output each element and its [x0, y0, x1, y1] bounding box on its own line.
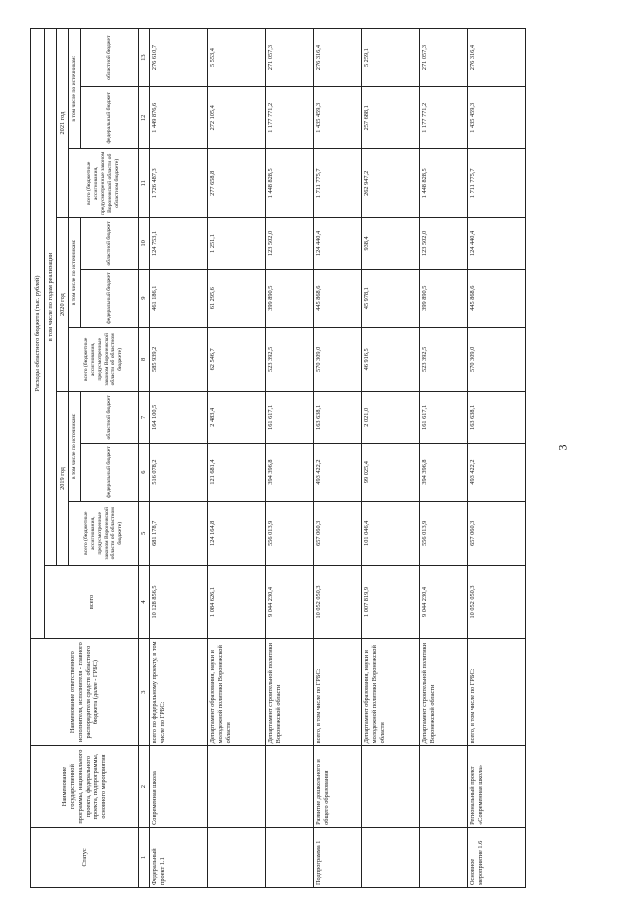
value-cell: 556 013,9 — [266, 501, 314, 565]
value-cell: 124 164,8 — [208, 501, 266, 565]
table-row — [468, 29, 526, 888]
value-cell: 556 013,9 — [420, 501, 468, 565]
value-cell: 276 316,4 — [468, 29, 526, 87]
value-cell: 516 078,2 — [150, 443, 208, 501]
status-cell: Подпрограмма 1 — [314, 827, 362, 887]
value-cell: 276 610,7 — [150, 29, 208, 87]
executor-cell: всего, в том числе по ГРБС: — [468, 638, 526, 745]
value-cell: 5 259,1 — [362, 29, 420, 87]
header-status: Статус — [31, 827, 139, 887]
name-cell — [208, 746, 266, 828]
value-cell: 101 046,4 — [362, 501, 420, 565]
value-cell: 45 978,1 — [362, 269, 420, 327]
header-by-source-2021: в том числе по источникам: — [69, 29, 81, 149]
header-executor: Наименование ответственного исполнителя, исполнителя - главного распорядителя средств областного бюджета (далее - ГРБС) — [31, 638, 139, 745]
name-cell: Современная школа — [150, 746, 208, 828]
value-cell: 271 057,3 — [420, 29, 468, 87]
table-row — [150, 29, 208, 888]
value-cell: 523 392,5 — [266, 327, 314, 391]
header-expenses: Расходы областного бюджета (тыс. рублей) — [31, 29, 45, 639]
value-cell: 493 422,2 — [468, 443, 526, 501]
header-name: Наименование государственной программы, национального проекта, федерального проекта, подпрограммы, основного мероприятия — [31, 746, 139, 828]
executor-cell: всего по федеральному проекту, в том числе по ГРБС: — [150, 638, 208, 745]
header-total-incl-2020: всего (бюджетные ассигнования, предусмотренные законом Воронежской области об областном бюджете) — [69, 327, 139, 391]
value-cell: 163 638,1 — [468, 392, 526, 444]
name-cell — [266, 746, 314, 828]
value-cell: 938,4 — [362, 218, 420, 270]
value-cell: 399 890,5 — [420, 269, 468, 327]
status-cell — [266, 827, 314, 887]
value-cell: 585 939,2 — [150, 327, 208, 391]
col-num: 9 — [139, 269, 150, 327]
value-cell: 1 449 876,6 — [150, 87, 208, 149]
header-by-source-2019: в том числе по источникам: — [69, 392, 81, 502]
value-cell: 271 057,3 — [266, 29, 314, 87]
value-cell: 445 868,6 — [468, 269, 526, 327]
table-row — [314, 29, 362, 888]
header-total-incl-2019: всего (бюджетные ассигнования, предусмотренные законом Воронежской области об областном бюджете) — [69, 501, 139, 565]
value-cell: 1 177 771,2 — [420, 87, 468, 149]
value-cell: 493 422,2 — [314, 443, 362, 501]
col-num: 13 — [139, 29, 150, 87]
value-cell: 272 105,4 — [208, 87, 266, 149]
executor-cell: Департамент образования, науки и молодежной политики Воронежской области — [208, 638, 266, 745]
value-cell: 1 007 819,9 — [362, 565, 420, 638]
table-row — [362, 29, 420, 888]
header-by-source-2020: в том числе по источникам: — [69, 218, 81, 328]
name-cell — [420, 746, 468, 828]
executor-cell: Департамент строительной политики Воронежской области — [266, 638, 314, 745]
executor-cell: Департамент образования, науки и молодежной политики Воронежской области — [362, 638, 420, 745]
col-num: 1 — [139, 827, 150, 887]
col-num: 7 — [139, 392, 150, 444]
value-cell: 276 316,4 — [314, 29, 362, 87]
value-cell: 1 726 487,3 — [150, 149, 208, 218]
value-cell: 123 502,0 — [420, 218, 468, 270]
header-total-incl-2021: всего (бюджетные ассигнования, предусмотренные законом Воронежской области об областном бюджете) — [69, 149, 139, 218]
value-cell: 1 448 828,5 — [420, 149, 468, 218]
executor-cell: Департамент строительной политики Воронежской области — [420, 638, 468, 745]
status-cell — [420, 827, 468, 887]
value-cell: 2 483,4 — [208, 392, 266, 444]
value-cell: 121 681,4 — [208, 443, 266, 501]
value-cell: 10 052 050,3 — [468, 565, 526, 638]
value-cell: 681 178,7 — [150, 501, 208, 565]
value-cell: 445 868,6 — [314, 269, 362, 327]
value-cell: 461 186,1 — [150, 269, 208, 327]
value-cell: 1 435 459,3 — [468, 87, 526, 149]
value-cell: 62 546,7 — [208, 327, 266, 391]
value-cell: 399 890,5 — [266, 269, 314, 327]
value-cell: 1 711 775,7 — [468, 149, 526, 218]
value-cell: 10 128 856,5 — [150, 565, 208, 638]
col-num: 4 — [139, 565, 150, 638]
header-regional-2020: областной бюджет — [81, 218, 139, 270]
header-total: всего — [45, 565, 139, 638]
value-cell: 123 502,0 — [266, 218, 314, 270]
value-cell: 164 100,5 — [150, 392, 208, 444]
col-num: 3 — [139, 638, 150, 745]
value-cell: 1 448 828,5 — [266, 149, 314, 218]
value-cell: 10 052 050,3 — [314, 565, 362, 638]
status-cell — [208, 827, 266, 887]
header-federal-2020: федеральный бюджет — [81, 269, 139, 327]
value-cell: 394 396,8 — [266, 443, 314, 501]
budget-table — [30, 28, 526, 888]
value-cell: 1 177 771,2 — [266, 87, 314, 149]
value-cell: 1 084 626,1 — [208, 565, 266, 638]
value-cell: 9 044 230,4 — [420, 565, 468, 638]
executor-cell: всего, в том числе по ГРБС: — [314, 638, 362, 745]
header-2020: 2020 год — [57, 218, 69, 392]
column-number-row — [139, 29, 150, 888]
col-num: 6 — [139, 443, 150, 501]
col-num: 12 — [139, 87, 150, 149]
status-cell: Основное мероприятие 1.6 — [468, 827, 526, 887]
name-cell: Региональный проект «Современная школа» — [468, 746, 526, 828]
value-cell: 1 251,1 — [208, 218, 266, 270]
value-cell: 9 044 230,4 — [266, 565, 314, 638]
table-row — [208, 29, 266, 888]
value-cell: 5 553,4 — [208, 29, 266, 87]
value-cell: 2 021,0 — [362, 392, 420, 444]
value-cell: 46 916,5 — [362, 327, 420, 391]
col-num: 10 — [139, 218, 150, 270]
value-cell: 163 638,1 — [314, 392, 362, 444]
header-2021: 2021 год — [57, 29, 69, 218]
col-num: 8 — [139, 327, 150, 391]
value-cell: 61 295,6 — [208, 269, 266, 327]
col-num: 11 — [139, 149, 150, 218]
name-cell — [362, 746, 420, 828]
table-body — [150, 29, 526, 888]
value-cell: 257 688,1 — [362, 87, 420, 149]
value-cell: 1 711 775,7 — [314, 149, 362, 218]
value-cell: 277 658,8 — [208, 149, 266, 218]
value-cell: 124 440,4 — [468, 218, 526, 270]
value-cell: 161 617,1 — [420, 392, 468, 444]
value-cell: 523 392,5 — [420, 327, 468, 391]
page-number: 3 — [555, 444, 570, 451]
value-cell: 570 309,0 — [314, 327, 362, 391]
col-num: 2 — [139, 746, 150, 828]
value-cell: 262 947,2 — [362, 149, 420, 218]
value-cell: 124 753,1 — [150, 218, 208, 270]
value-cell: 570 309,0 — [468, 327, 526, 391]
status-cell: Федеральный проект 1.1 — [150, 827, 208, 887]
status-cell — [362, 827, 420, 887]
header-regional-2021: областной бюджет — [81, 29, 139, 87]
value-cell: 1 435 459,3 — [314, 87, 362, 149]
rotated-page — [30, 28, 616, 888]
value-cell: 657 060,3 — [468, 501, 526, 565]
table-row — [266, 29, 314, 888]
value-cell: 99 025,4 — [362, 443, 420, 501]
col-num: 5 — [139, 501, 150, 565]
value-cell: 124 440,4 — [314, 218, 362, 270]
header-2019: 2019 год — [57, 392, 69, 566]
value-cell: 394 396,8 — [420, 443, 468, 501]
table-row — [420, 29, 468, 888]
header-regional-2019: областной бюджет — [81, 392, 139, 444]
name-cell: Развитие дошкольного и общего образования — [314, 746, 362, 828]
value-cell: 657 060,3 — [314, 501, 362, 565]
header-federal-2021: федеральный бюджет — [81, 87, 139, 149]
header-by-years: в том числе по годам реализации — [45, 29, 57, 566]
header-federal-2019: федеральный бюджет — [81, 443, 139, 501]
value-cell: 161 617,1 — [266, 392, 314, 444]
